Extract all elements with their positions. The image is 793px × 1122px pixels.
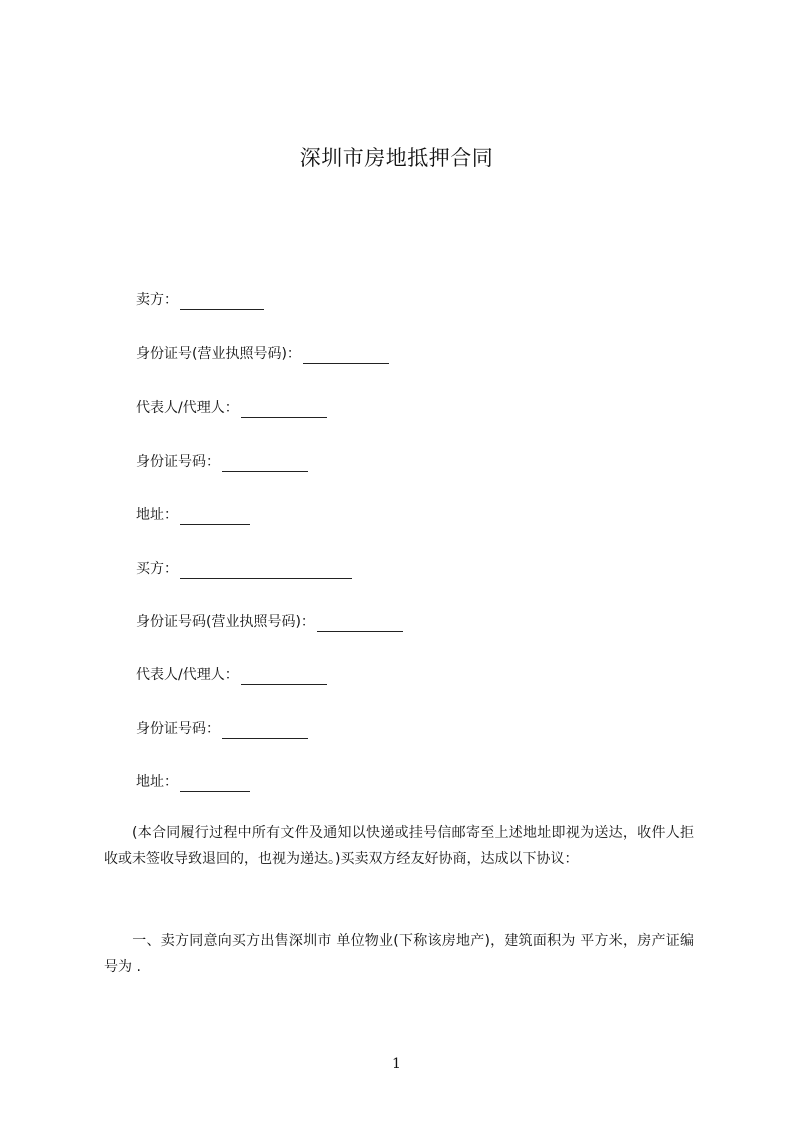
buyer-agent-id-label: 身份证号码： <box>136 721 220 737</box>
buyer-agent-label: 代表人/代理人： <box>136 667 239 683</box>
seller-id-blank[interactable] <box>303 349 389 364</box>
buyer-field <box>136 559 352 579</box>
buyer-id-field <box>136 612 403 632</box>
buyer-agent-field <box>136 665 327 685</box>
buyer-agent-blank[interactable] <box>241 670 327 685</box>
seller-agent-field <box>136 398 327 418</box>
seller-agent-label: 代表人/代理人： <box>136 400 239 416</box>
seller-agent-id-field <box>136 452 308 472</box>
page-number: 1 <box>392 1056 401 1072</box>
buyer-address-blank[interactable] <box>180 777 250 792</box>
notice-paragraph <box>104 820 694 872</box>
seller-label: 卖方： <box>136 292 178 308</box>
buyer-blank[interactable] <box>180 564 352 579</box>
seller-blank[interactable] <box>180 295 264 310</box>
buyer-id-label: 身份证号码(营业执照号码)： <box>136 614 315 630</box>
seller-address-field <box>136 505 250 525</box>
buyer-label: 买方： <box>136 561 178 577</box>
clause-1-text: 一、卖方同意向买方出售深圳市 单位物业(下称该房地产)，建筑面积为 平方米，房产证编号为 . <box>104 933 694 975</box>
seller-address-label: 地址： <box>136 507 178 523</box>
buyer-address-field <box>136 772 250 792</box>
clause-1-paragraph <box>104 928 694 980</box>
seller-address-blank[interactable] <box>180 510 250 525</box>
seller-id-label: 身份证号(营业执照号码)： <box>136 346 301 362</box>
document-title: 深圳市房地抵押合同 <box>299 146 494 170</box>
buyer-address-label: 地址： <box>136 774 178 790</box>
seller-agent-id-label: 身份证号码： <box>136 454 220 470</box>
buyer-agent-id-field <box>136 719 308 739</box>
seller-id-field <box>136 344 389 364</box>
buyer-id-blank[interactable] <box>317 617 403 632</box>
buyer-agent-id-blank[interactable] <box>222 724 308 739</box>
notice-text: (本合同履行过程中所有文件及通知以快递或挂号信邮寄至上述地址即视为送达，收件人拒收或未签收导致退回的，也视为递达。)买卖双方经友好协商，达成以下协议： <box>104 825 694 867</box>
seller-agent-id-blank[interactable] <box>222 457 308 472</box>
seller-field <box>136 290 264 310</box>
seller-agent-blank[interactable] <box>241 403 327 418</box>
